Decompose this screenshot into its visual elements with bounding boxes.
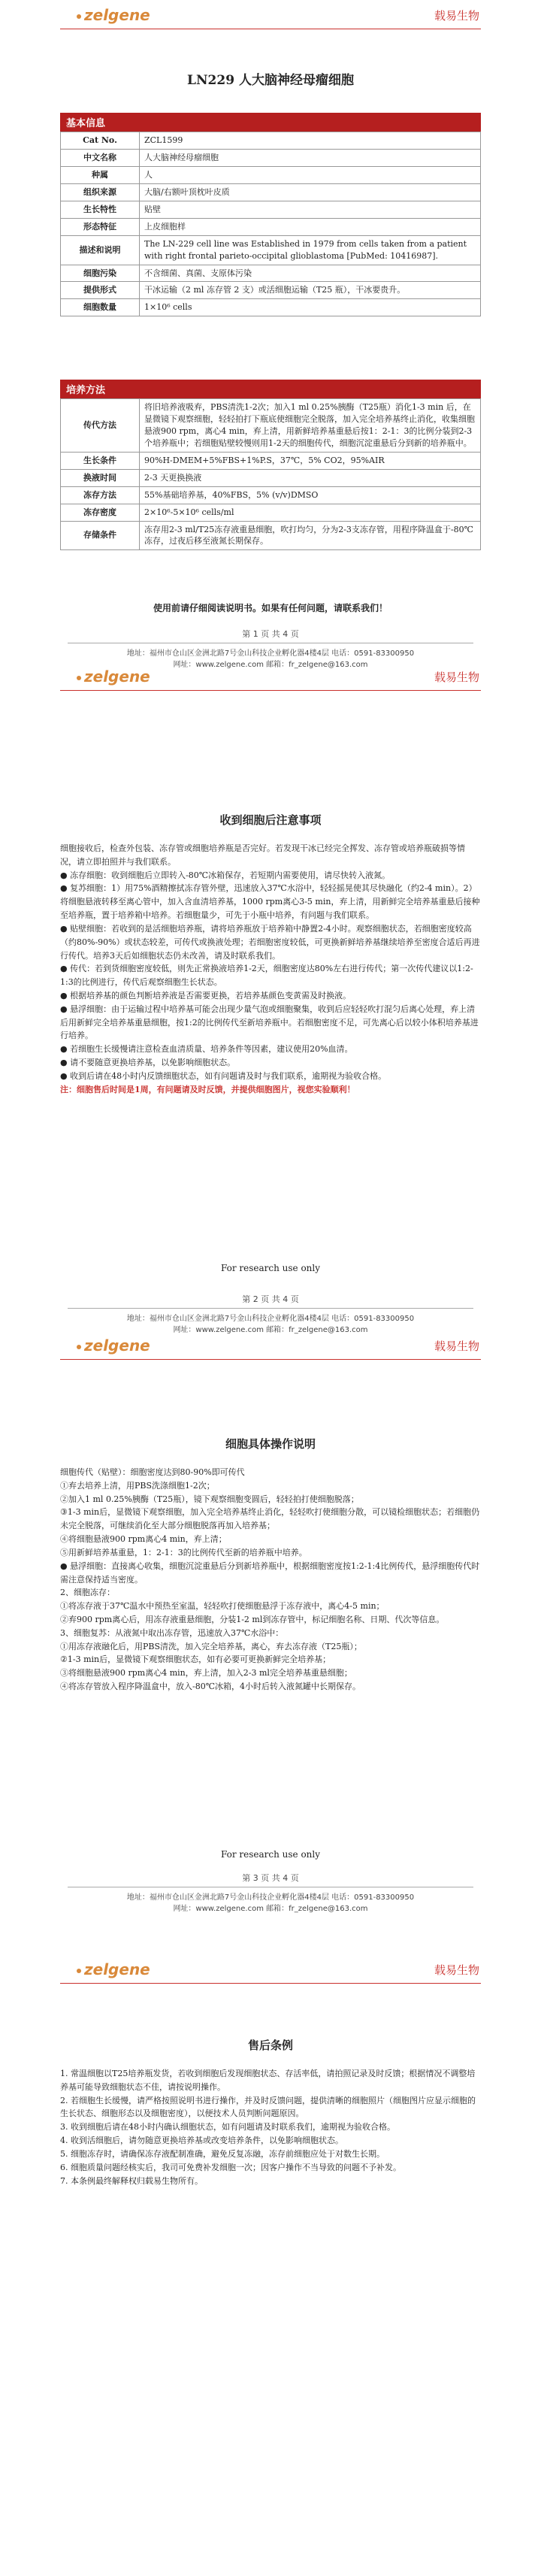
paragraph: 2. 若细胞生长缓慢，请严格按照说明书进行操作，并及时反馈问题，提供清晰的细胞照片（细胞图片应显示细胞的生长状态、细胞形态以及细胞密度），以便技术人员判断问题原因。 <box>60 2095 476 2119</box>
page-header <box>0 1330 541 1368</box>
paragraph: ②弃900 rpm离心后，用冻存液重悬细胞，分装1-2 ml到冻存管中，标记细胞名称、日期、代次等信息。 <box>60 1614 445 1624</box>
paragraph: ①弃去培养上清，用PBS洗涤细胞1-2次； <box>60 1480 215 1491</box>
row-value: 上皮细胞样 <box>140 218 481 235</box>
row-key: 细胞数量 <box>61 299 140 316</box>
row-value: 2-3 天更换换液 <box>140 469 481 486</box>
for-research-label: For research use only <box>220 1263 321 1273</box>
paragraph: 细胞接收后，检查外包装、冻存管或细胞培养瓶是否完好。若发现干冰已经完全挥发、冻存管或培养瓶破损等情况，请立即拍照并与我们联系。 <box>60 843 465 867</box>
row-value: 人 <box>140 166 481 183</box>
paragraph: 细胞传代（贴壁）：细胞密度达到80-90%即可传代 <box>60 1467 245 1477</box>
page-header <box>0 0 541 38</box>
row-key: 存储条件 <box>61 521 140 550</box>
paragraph: ● 请不要随意更换培养基，以免影响细胞状态。 <box>60 1058 236 1067</box>
table-row <box>61 265 481 282</box>
table-row <box>61 201 481 218</box>
row-key: 细胞污染 <box>61 265 140 282</box>
basic-info-table <box>60 132 481 316</box>
paragraph: ⑤用新鲜培养基重悬，1：2-1：3的比例传代至新的培养瓶中培养。 <box>60 1547 307 1557</box>
basic-info-header: 基本信息 <box>60 113 481 132</box>
paragraph: ● 根据培养基的颜色判断培养液是否需要更换，若培养基颜色变黄需及时换液。 <box>60 990 352 1000</box>
row-value: 90%H-DMEM+5%FBS+1%P.S，37℃，5% CO2，95%AIR <box>140 452 481 469</box>
paragraph: ● 传代：若到货细胞密度较低，则先正常换液培养1-2天，细胞密度达80%左右进行传代；第一次传代建议以1:2-1:3的比例进行，传代后观察细胞生长状态。 <box>60 964 473 988</box>
row-value: 人大脑神经母瘤细胞 <box>140 149 481 166</box>
paragraph: ④将冻存管放入程序降温盒中，放入-80℃冰箱，4小时后转入液氮罐中长期保存。 <box>60 1682 361 1691</box>
table-row <box>61 282 481 299</box>
operation-body <box>60 1466 481 1694</box>
brand-name: 载易生物 <box>434 1963 479 1977</box>
paragraph: 5. 细胞冻存时，请确保冻存液配制准确，避免反复冻融，冻存前细胞应处于对数生长期。 <box>60 2148 385 2159</box>
page-footer-1: 第 1 页 共 4 页 地址：福州市仓山区金洲北路7号金山科技企业孵化器4楼4层 电话：0591-83300950 网址：www.zelgene.com 邮箱：fr_zelgene@163.com <box>0 628 541 669</box>
row-key: 提供形式 <box>61 282 140 299</box>
table-row <box>61 218 481 235</box>
paragraph: 6. 细胞质量问题经核实后，我司可免费补发细胞一次；因客户操作不当导致的问题不予补发。 <box>60 2162 401 2172</box>
paragraph: 1. 常温细胞以T25培养瓶发货，若收到细胞后发现细胞状态、存活率低，请拍照记录及时反馈；根据情况不调整培养基可能导致细胞状态不佳，请按说明操作。 <box>60 2069 476 2092</box>
paragraph: 7. 本条例最终解释权归载易生物所有。 <box>60 2175 203 2186</box>
paragraph: ①用冻存液融化后，用PBS清洗，加入完全培养基，离心，弃去冻存液（T25瓶）； <box>60 1641 362 1651</box>
header-divider <box>60 690 481 691</box>
header-divider <box>60 1983 481 1984</box>
row-key: 形态特征 <box>61 218 140 235</box>
table-row <box>61 235 481 265</box>
table-row <box>61 132 481 150</box>
notice-text: 使用前请仔细阅读说明书。如果有任何问题，请联系我们！ <box>153 603 388 613</box>
paragraph: ● 收到后请在48小时内反馈细胞状态，如有问题请及时与我们联系，逾期视为验收合格。 <box>60 1070 387 1081</box>
page-1 <box>0 0 541 646</box>
table-row <box>61 452 481 469</box>
paragraph: 3、细胞复苏：从液氮中取出冻存管，迅速放入37℃水浴中： <box>60 1627 284 1638</box>
paragraph: ①将冻存液于37℃温水中预热至室温，轻轻吹打使细胞悬浮于冻存液中，离心4-5 min； <box>60 1601 385 1612</box>
page-2 <box>0 661 541 1308</box>
logo-dot-icon <box>77 1969 81 1973</box>
paragraph: 2、细胞冻存： <box>60 1588 115 1598</box>
row-key: Cat No. <box>61 132 140 150</box>
paragraph: ③1-3 min后，显微镜下观察细胞，加入完全培养基终止消化，轻轻吹打使细胞分散，可以镜检细胞状态；若细胞仍未完全脱落，可继续消化至大部分细胞脱落再加入培养基； <box>60 1507 480 1531</box>
paragraph: 注：细胞售后时间是1周，有问题请及时反馈，并提供细胞图片，视您实验顺利！ <box>60 1084 355 1094</box>
row-value: 贴壁 <box>140 201 481 218</box>
table-row <box>61 504 481 521</box>
row-key: 中文名称 <box>61 149 140 166</box>
row-value: 冻存用2-3 ml/T25冻存液重悬细胞，吹打均匀，分为2-3支冻存管，用程序降温盒于-80℃冻存，过夜后移至液氮长期保存。 <box>140 521 481 550</box>
table-row <box>61 166 481 183</box>
row-key: 冻存密度 <box>61 504 140 521</box>
table-row <box>61 399 481 453</box>
row-key: 组织来源 <box>61 183 140 201</box>
row-key: 换液时间 <box>61 469 140 486</box>
page-footer-2: 第 2 页 共 4 页 地址：福州市仓山区金洲北路7号金山科技企业孵化器4楼4层 电话：0591-83300950 网址：www.zelgene.com 邮箱：fr_zelgene@163.com <box>0 1293 541 1334</box>
page-4 <box>0 1954 541 2576</box>
paragraph: ● 贴壁细胞：若收到的是活细胞培养瓶，请将培养瓶放于培养箱中静置2-4小时。观察细胞状态，若细胞密度较高（约80%-90%）或状态较差，可传代或换液处理；若细胞密度较低，可更换新鲜培养基继续培养至密度合适后再进行传代。培养3天后如细胞状态仍未改善，请及时联系我们。 <box>60 923 480 961</box>
table-row <box>61 299 481 316</box>
basic-info-section <box>60 113 481 316</box>
row-value: 不含细菌、真菌、支原体污染 <box>140 265 481 282</box>
row-key: 生长特性 <box>61 201 140 218</box>
table-row <box>61 149 481 166</box>
aftersale-body <box>60 2067 481 2187</box>
brand-name: 载易生物 <box>434 670 479 684</box>
section-title: 收到细胞后注意事项 <box>219 813 322 827</box>
paragraph: ● 复苏细胞：1）用75%酒精擦拭冻存管外壁，迅速放入37℃水浴中，轻轻摇晃使其尽快融化（约2-4 min）。2）将细胞悬液转移至离心管中，加入含血清培养基，1000 rpm离心3-5 min，弃上清，用新鲜完全培养基重悬后接种至培养瓶，置于培养箱中培养。若细胞量少，可先于小瓶中培养，有问题与我们联系。 <box>60 883 480 921</box>
row-key: 种属 <box>61 166 140 183</box>
paragraph: ②1-3 min后，显微镜下观察细胞状态，如有必要可更换新鲜完全培养基； <box>60 1654 331 1665</box>
row-value: 大脑/右额叶顶枕叶皮质 <box>140 183 481 201</box>
culture-section <box>60 380 481 550</box>
brand-name: 载易生物 <box>434 1339 479 1353</box>
header-divider <box>60 1359 481 1360</box>
brand-logo: zelgene <box>77 1336 150 1355</box>
brand-logo: zelgene <box>77 6 150 24</box>
row-value: ZCL1599 <box>140 132 481 150</box>
page-footer-3: 第 3 页 共 4 页 地址：福州市仓山区金洲北路7号金山科技企业孵化器4楼4层 电话：0591-83300950 网址：www.zelgene.com 邮箱：fr_zelgene@163.com <box>0 1872 541 1913</box>
paragraph: ● 悬浮细胞：由于运输过程中培养基可能会出现少量气泡或细胞聚集，收到后应轻轻吹打混匀后离心处理，弃上清后用新鲜完全培养基重悬细胞，按1:2的比例传代至新培养瓶中。若细胞密度不足，可先离心后以较小体积培养基进行培养。 <box>60 1003 479 1041</box>
row-key: 描述和说明 <box>61 235 140 265</box>
paragraph: ● 冻存细胞：收到细胞后立即转入-80℃冰箱保存，若短期内需要使用，请尽快转入液氮。 <box>60 870 391 880</box>
page-header <box>0 661 541 699</box>
logo-dot-icon <box>77 676 81 680</box>
section-title: 细胞具体操作说明 <box>225 1437 316 1451</box>
for-research-label: For research use only <box>220 1849 321 1860</box>
brand-name: 载易生物 <box>434 9 479 23</box>
page-3 <box>0 1330 541 1962</box>
brand-logo: zelgene <box>77 1960 150 1978</box>
notes-body <box>60 842 481 1096</box>
logo-dot-icon <box>77 1345 81 1349</box>
paragraph: 3. 收到细胞后请在48小时内确认细胞状态，如有问题请及时联系我们，逾期视为验收合格。 <box>60 2122 395 2133</box>
row-key: 传代方法 <box>61 399 140 453</box>
table-row <box>61 183 481 201</box>
paragraph: ● 悬浮细胞：直接离心收集，细胞沉淀重悬后分到新培养瓶中，根据细胞密度按1:2-1:4比例传代，悬浮细胞传代时需注意保持适当密度。 <box>60 1560 480 1585</box>
row-value: 2×10⁶-5×10⁶ cells/ml <box>140 504 481 521</box>
row-key: 冻存方法 <box>61 486 140 504</box>
page-header <box>0 1954 541 1992</box>
page-title: LN229 人大脑神经母瘤细胞 <box>187 73 354 88</box>
paragraph: 4. 收到活细胞后，请勿随意更换培养基或改变培养条件，以免影响细胞状态。 <box>60 2136 343 2146</box>
row-value: 1×10⁶ cells <box>140 299 481 316</box>
logo-dot-icon <box>77 14 81 19</box>
table-row <box>61 486 481 504</box>
row-value: 55%基础培养基，40%FBS，5% (v/v)DMSO <box>140 486 481 504</box>
section-title: 售后条例 <box>247 2039 293 2052</box>
paragraph: ● 若细胞生长缓慢请注意检查血清质量、培养条件等因素，建议使用20%血清。 <box>60 1044 353 1055</box>
row-value: 干冰运输（2 ml 冻存管 2 支）或活细胞运输（T25 瓶），干冰要贵升。 <box>140 282 481 299</box>
paragraph: ②加入1 ml 0.25%胰酶（T25瓶），镜下观察细胞变圆后，轻轻拍打使细胞脱落； <box>60 1494 359 1504</box>
brand-logo: zelgene <box>77 667 150 686</box>
row-value: The LN-229 cell line was Established in 1979 from cells taken from a patient with right frontal parieto-occipital glioblastoma [PubMed: 10416987]. <box>140 235 481 265</box>
culture-method-header: 培养方法 <box>60 380 481 398</box>
row-value: 将旧培养液吸弃，PBS清洗1-2次；加入1 ml 0.25%胰酶（T25瓶）消化1-3 min 后，在显微镜下观察细胞，轻轻拍打下瓶底使细胞完全脱落，加入完全培养基终止消化，收集细胞悬液900 rpm，离心4 min，弃上清，用新鲜培养基重悬后按1：2-1：3的比例分装到2-3个培养瓶中；若细胞贴壁较慢则用1-2天的细胞传代，细胞沉淀重悬后分到新的培养瓶中。 <box>140 399 481 453</box>
culture-method-table <box>60 398 481 550</box>
row-key: 生长条件 <box>61 452 140 469</box>
table-row <box>61 521 481 550</box>
paragraph: ④将细胞悬液900 rpm离心4 min，弃上清； <box>60 1534 227 1545</box>
paragraph: ③将细胞悬液900 rpm离心4 min，弃上清，加入2-3 ml完全培养基重悬细胞； <box>60 1668 352 1678</box>
table-row <box>61 469 481 486</box>
